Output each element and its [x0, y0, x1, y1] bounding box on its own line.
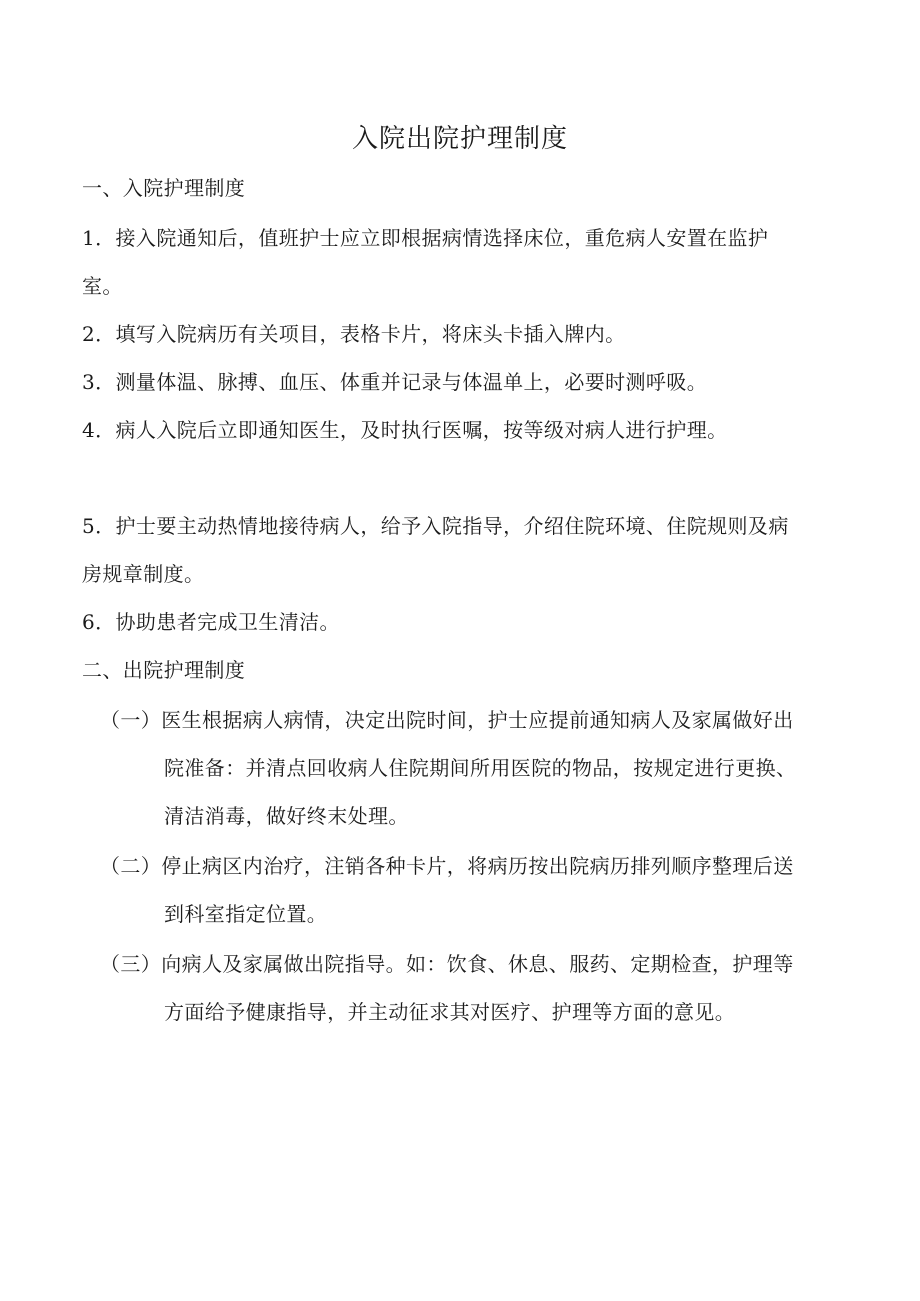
section1-item-5-line-2: 房规章制度。	[82, 562, 205, 586]
section2-heading: 二、出院护理制度	[82, 658, 246, 682]
section1-item-5-line-1: 5．护士要主动热情地接待病人，给予入院指导，介绍住院环境、住院规则及病	[82, 514, 789, 538]
section2-item-2-line-2: 到科室指定位置。	[164, 902, 328, 926]
section1-item-3: 3．测量体温、脉搏、血压、体重并记录与体温单上，必要时测呼吸。	[82, 370, 708, 394]
section1-item-1-line-2: 室。	[82, 274, 123, 298]
section2-item-2-line-1: （二）停止病区内治疗，注销各种卡片，将病历按出院病历排列顺序整理后送	[100, 854, 794, 878]
section2-item-1-line-3: 清洁消毒，做好终末处理。	[164, 804, 409, 828]
section2-item-1-line-2: 院准备：并清点回收病人住院期间所用医院的物品，按规定进行更换、	[164, 756, 797, 780]
section2-item-1-line-1: （一）医生根据病人病情，决定出院时间，护士应提前通知病人及家属做好出	[100, 708, 794, 732]
document-title: 入院出院护理制度	[351, 124, 568, 154]
section1-heading: 一、入院护理制度	[82, 176, 246, 200]
section2-item-3-line-1: （三）向病人及家属做出院指导。如：饮食、休息、服药、定期检查，护理等	[100, 952, 794, 976]
section1-item-6: 6．协助患者完成卫生清洁。	[82, 610, 340, 634]
section1-item-4: 4．病人入院后立即通知医生，及时执行医嘱，按等级对病人进行护理。	[82, 418, 728, 442]
section2-item-3-line-2: 方面给予健康指导，并主动征求其对医疗、护理等方面的意见。	[164, 1000, 736, 1024]
section1-item-2: 2．填写入院病历有关项目，表格卡片，将床头卡插入牌内。	[82, 322, 626, 346]
section1-item-1-line-1: 1．接入院通知后，值班护士应立即根据病情选择床位，重危病人安置在监护	[82, 226, 769, 250]
